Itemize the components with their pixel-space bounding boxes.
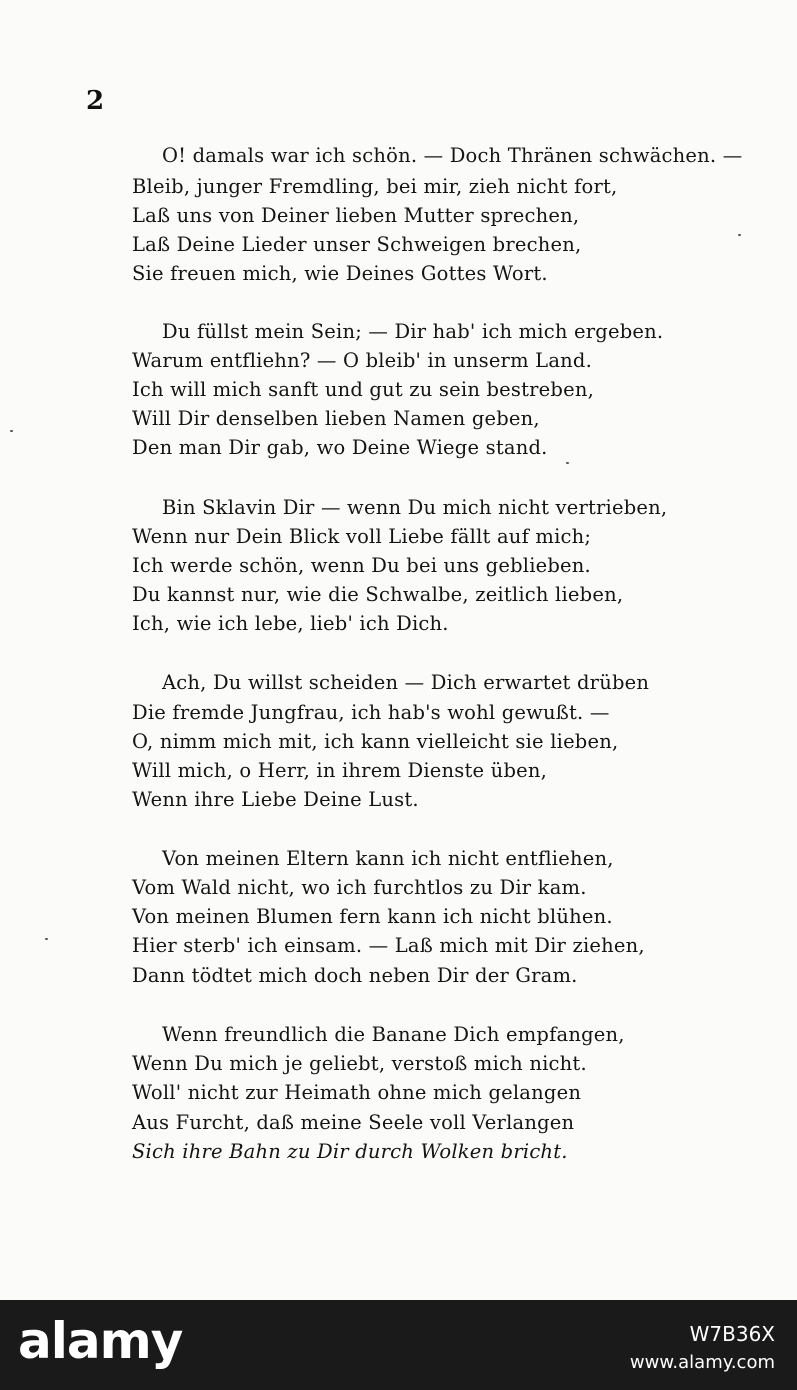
scan-speck — [10, 430, 13, 432]
poem-line: Warum entfliehn? — O bleib' in unserm Land. — [132, 349, 592, 372]
poem-line: Will mich, o Herr, in ihrem Dienste üben, — [132, 759, 548, 782]
poem-line: Vom Wald nicht, wo ich furchtlos zu Dir kam. — [132, 876, 587, 899]
poem-line: Hier sterb' ich einsam. — Laß mich mit Dir ziehen, — [132, 934, 645, 957]
poem-line: Dann tödtet mich doch neben Dir der Gram. — [132, 964, 578, 987]
poem-line: Sie freuen mich, wie Deines Gottes Wort. — [132, 262, 548, 285]
poem-line: Ach, Du willst scheiden — Dich erwartet drüben — [162, 671, 650, 694]
poem-line: Ich will mich sanft und gut zu sein bestreben, — [132, 378, 594, 401]
alamy-logo: alamy — [18, 1312, 183, 1370]
scan-speck — [738, 234, 741, 236]
poem-line: Laß uns von Deiner lieben Mutter sprechen, — [132, 204, 580, 227]
poem-line: O, nimm mich mit, ich kann vielleicht sie lieben, — [132, 730, 619, 753]
poem-line: Von meinen Blumen fern kann ich nicht blühen. — [132, 905, 613, 928]
page-number: 2 — [86, 86, 105, 116]
poem-line: Laß Deine Lieder unser Schweigen brechen, — [132, 233, 582, 256]
image-id: W7B36X — [689, 1322, 775, 1346]
watermark-footer — [0, 1300, 797, 1390]
poem-line: Will Dir denselben lieben Namen geben, — [132, 407, 540, 430]
poem-line: Aus Furcht, daß meine Seele voll Verlangen — [132, 1111, 575, 1134]
poem-line: Wenn freundlich die Banane Dich empfangen, — [162, 1023, 625, 1046]
poem-line: Sich ihre Bahn zu Dir durch Wolken bricht. — [132, 1140, 568, 1163]
scan-speck — [45, 938, 48, 940]
poem-line: Wenn nur Dein Blick voll Liebe fällt auf mich; — [132, 525, 592, 548]
poem-line: Ich, wie ich lebe, lieb' ich Dich. — [132, 612, 449, 635]
poem-line: O! damals war ich schön. — Doch Thränen schwächen. — — [162, 144, 743, 167]
poem-line: Woll' nicht zur Heimath ohne mich gelangen — [132, 1081, 582, 1104]
poem-line: Von meinen Eltern kann ich nicht entfliehen, — [162, 847, 614, 870]
watermark-url: www.alamy.com — [629, 1352, 775, 1373]
poem-line: Wenn Du mich je geliebt, verstoß mich nicht. — [132, 1052, 587, 1075]
poem-line: Du kannst nur, wie die Schwalbe, zeitlich lieben, — [132, 583, 624, 606]
poem-line: Die fremde Jungfrau, ich hab's wohl gewußt. — — [132, 701, 610, 724]
poem-line: Bleib, junger Fremdling, bei mir, zieh nicht fort, — [132, 175, 618, 198]
poem-line: Bin Sklavin Dir — wenn Du mich nicht vertrieben, — [162, 496, 668, 519]
poem-line: Wenn ihre Liebe Deine Lust. — [132, 788, 419, 811]
poem-line: Den man Dir gab, wo Deine Wiege stand. — [132, 436, 548, 459]
poem-line: Du füllst mein Sein; — Dir hab' ich mich ergeben. — [162, 320, 664, 343]
scan-speck — [566, 462, 569, 464]
poem-line: Ich werde schön, wenn Du bei uns geblieben. — [132, 554, 591, 577]
